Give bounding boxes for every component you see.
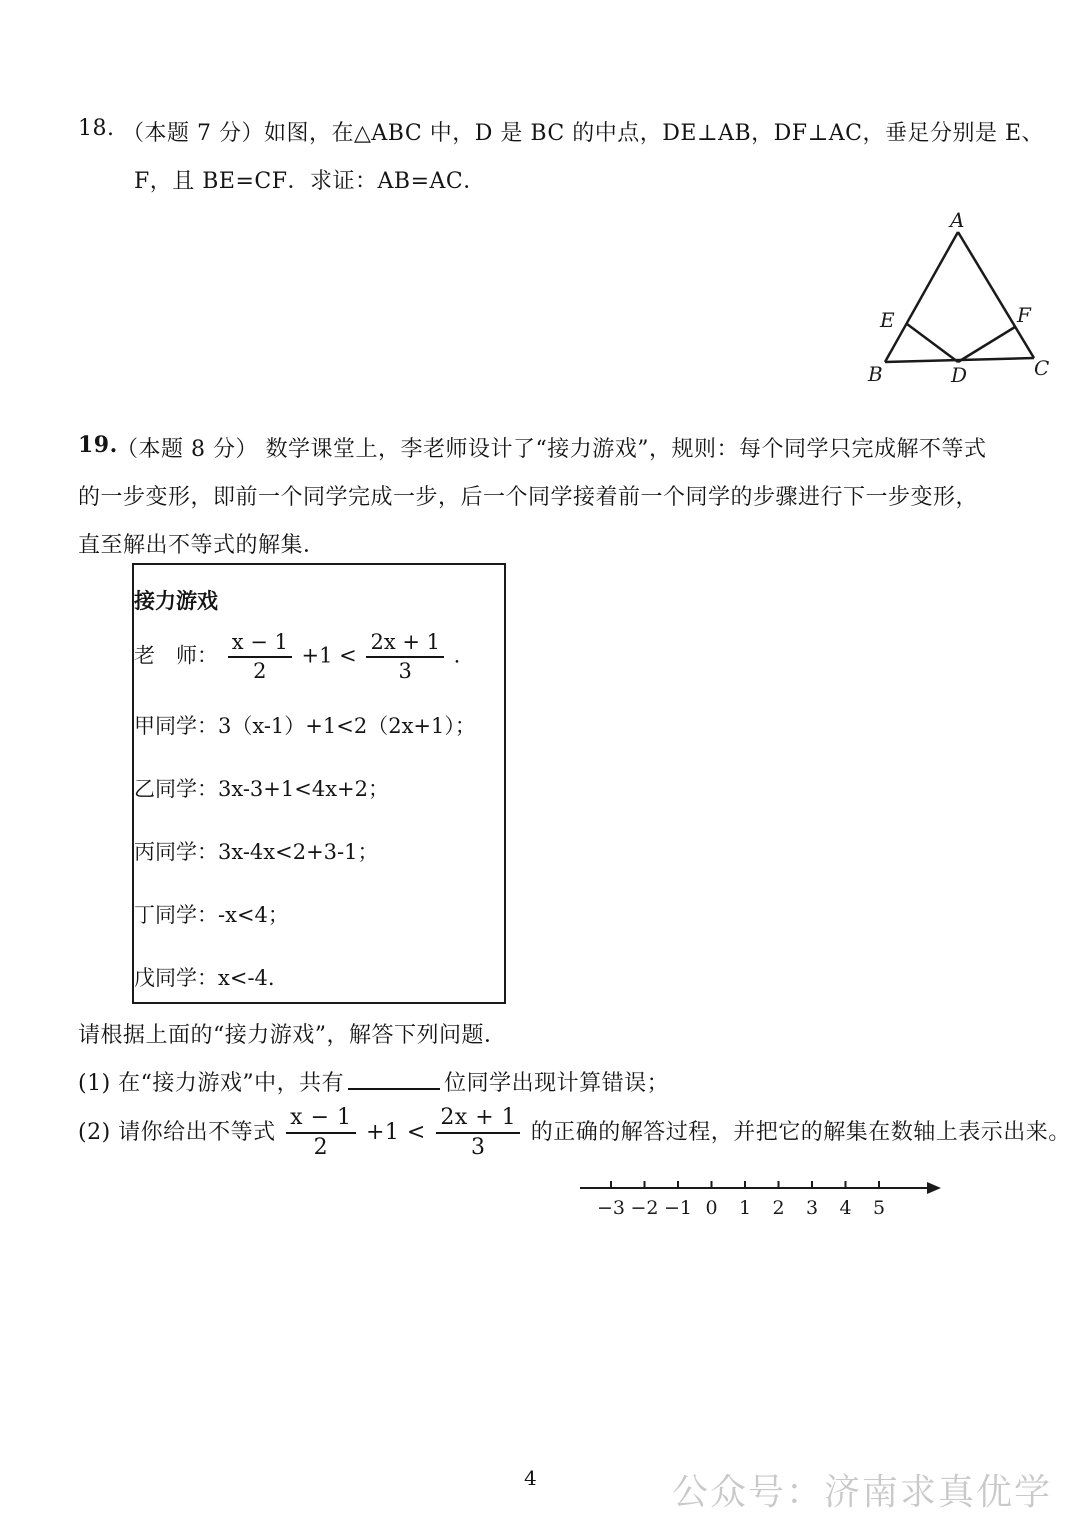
- q19-text-line3: 直至解出不等式的解集．: [78, 533, 326, 558]
- teacher-fraction-right: [366, 631, 444, 683]
- teacher-row: [134, 631, 460, 683]
- side-ab: [885, 232, 958, 362]
- number-line-tick-label: 5: [872, 1197, 886, 1219]
- student-row-wu: [134, 962, 275, 992]
- teacher-denominator-left: 2: [253, 659, 267, 684]
- student-step: 3x-4x<2+3-1；: [218, 840, 379, 864]
- number-line-tick-label: 1: [738, 1197, 752, 1219]
- part2-denominator-right: 3: [471, 1135, 486, 1161]
- student-label: 丁同学：: [134, 903, 218, 927]
- student-label: 甲同学：: [134, 714, 218, 738]
- part2-text-after: 的正确的解答过程，并把它的解集在数轴上表示出来。: [530, 1120, 1071, 1146]
- student-step: 3（x-1）+1<2（2x+1）；: [218, 714, 476, 738]
- label-d: D: [951, 363, 968, 387]
- student-label: 丙同学：: [134, 840, 218, 864]
- part1-text-after: 位同学出现计算错误；: [444, 1071, 670, 1096]
- answer-blank[interactable]: [348, 1066, 440, 1090]
- number-line-tick-label: −1: [663, 1197, 693, 1219]
- student-step: -x<4；: [218, 903, 289, 927]
- part2-denominator-left: 2: [313, 1135, 329, 1161]
- student-row-ding: [134, 899, 289, 929]
- relay-box-title: 接力游戏: [134, 588, 218, 613]
- student-row-bing: [134, 836, 379, 866]
- student-row-jia: [134, 710, 476, 740]
- part2-numerator-right: 2x + 1: [436, 1106, 520, 1134]
- page-number: 4: [524, 1466, 537, 1490]
- student-label: 戊同学：: [134, 966, 218, 990]
- label-a: A: [950, 208, 965, 232]
- number-line-tick-label: 3: [805, 1197, 819, 1219]
- arrow-icon: [927, 1182, 941, 1194]
- student-row-yi: [134, 773, 389, 803]
- number-line: [575, 1170, 950, 1225]
- part2-fraction-right: [436, 1106, 520, 1160]
- q18-text-line1: （本题 7 分）如图，在△ABC 中，D 是 BC 的中点，DE⊥AB，DF⊥AC，垂足分别是 E、: [122, 121, 1045, 146]
- number-line-tick-label: 4: [839, 1197, 852, 1219]
- watermark: 公众号：济南求真优学: [672, 1472, 1053, 1513]
- label-e: E: [880, 308, 895, 332]
- relay-game-box: [132, 563, 506, 1004]
- number-line-tick-label: 2: [772, 1197, 785, 1219]
- part1-text-before: (1) 在“接力游戏”中，共有: [78, 1071, 345, 1096]
- segment-df: [958, 327, 1015, 362]
- number-line-tick-label: −3: [596, 1197, 626, 1219]
- q18-text-line2: F，且 BE=CF．求证：AB=AC．: [134, 169, 486, 194]
- student-label: 乙同学：: [134, 777, 218, 801]
- number-line-tick-label: 0: [705, 1197, 718, 1219]
- q19-text-line2: 的一步变形，即前一个同学完成一步，后一个同学接着前一个同学的步骤进行下一步变形，: [78, 485, 979, 510]
- number-line-tick-label: −2: [630, 1197, 659, 1219]
- teacher-fraction-left: [228, 631, 292, 683]
- part2-numerator-left: x − 1: [286, 1106, 355, 1134]
- part2-fraction-left: [286, 1106, 355, 1160]
- teacher-operator: +1 <: [301, 643, 357, 668]
- label-c: C: [1034, 356, 1050, 380]
- q19-part2: [78, 1106, 1071, 1160]
- teacher-denominator-right: 3: [398, 659, 412, 684]
- q19-text-line1: （本题 8 分） 数学课堂上，李老师设计了“接力游戏”，规则：每个同学只完成解不等式: [116, 437, 987, 462]
- teacher-end: .: [453, 643, 461, 668]
- part2-operator: +1 <: [366, 1120, 426, 1146]
- label-f: F: [1017, 303, 1031, 327]
- q19-prompt: 请根据上面的“接力游戏”，解答下列问题．: [78, 1023, 507, 1048]
- label-b: B: [868, 362, 883, 386]
- q19-part1: [78, 1066, 669, 1097]
- segment-de: [907, 324, 958, 362]
- q18-number: 18.: [78, 116, 115, 141]
- triangle-figure: [860, 205, 1060, 390]
- teacher-numerator-left: x − 1: [228, 631, 292, 658]
- teacher-label: 老 师：: [134, 643, 218, 668]
- student-step: x<-4.: [218, 966, 275, 990]
- part2-text-before: (2) 请你给出不等式: [78, 1120, 276, 1146]
- q19-number: 19.: [78, 432, 118, 458]
- student-step: 3x-3+1<4x+2；: [218, 777, 390, 801]
- teacher-numerator-right: 2x + 1: [366, 631, 444, 658]
